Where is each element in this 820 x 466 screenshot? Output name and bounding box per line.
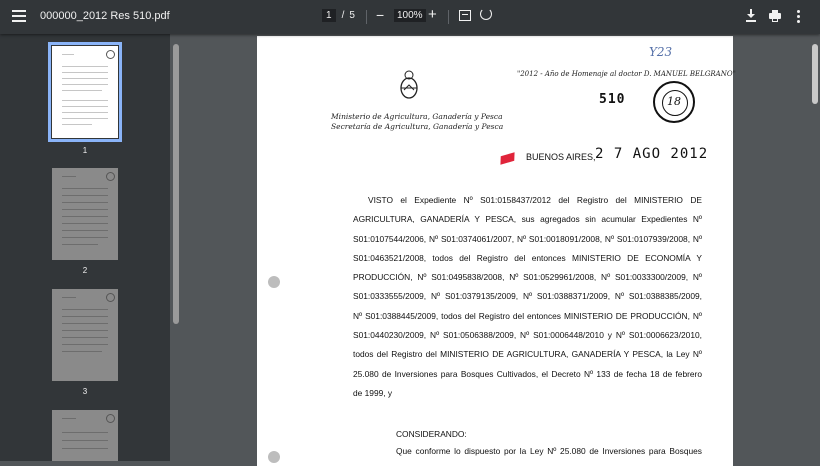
- page-indicator: [322, 9, 355, 22]
- punch-hole: [268, 276, 280, 288]
- text-line: de 1999, y: [353, 387, 393, 398]
- date-city: BUENOS AIRES,: [526, 152, 596, 162]
- ministry-line: Ministerio de Agricultura, Ganadería y Pesca: [331, 112, 503, 121]
- text-line: VISTO el Expediente Nº S01:0158437/2012 del Registro del MINISTERIO DE: [368, 195, 702, 205]
- handwritten-mark: Y23: [649, 45, 673, 59]
- page-thumbnail-1[interactable]: [52, 46, 118, 138]
- stamp-number: 18: [667, 95, 681, 108]
- text-line: S01:0107544/2006, Nº S01:0374061/2007, Nº S01:0018091/2008, Nº S01:0107939/2008, Nº: [353, 233, 702, 244]
- folio-stamp: [653, 81, 695, 123]
- sidebar-scrollbar[interactable]: [172, 34, 180, 461]
- text-line: todos del Registro del MINISTERIO DE AGRICULTURA, GANADERÍA Y PESCA, la Ley Nº: [353, 349, 702, 360]
- ministry-header: [331, 112, 503, 132]
- fit-to-page-icon[interactable]: [459, 10, 471, 21]
- document-title: 000000_2012 Res 510.pdf: [40, 10, 170, 22]
- text-line: S01:0440230/2009, Nº S01:0506388/2009, Nº S01:0006448/2010 y Nº S01:0006623/2010,: [353, 330, 702, 341]
- pdf-page-1: [257, 36, 736, 466]
- text-line: 25.080 de Inversiones para Bosques Cultivados, el Decreto Nº 133 de fecha 18 de febrero: [353, 368, 702, 379]
- coat-of-arms-icon: [398, 70, 420, 100]
- thumbnail-label: 3: [82, 387, 88, 396]
- print-icon[interactable]: [769, 10, 781, 22]
- download-icon[interactable]: [745, 9, 757, 23]
- red-mark: [500, 152, 514, 165]
- date-stamp: 2 7 AGO 2012: [595, 146, 709, 162]
- sidebar-scrollbar-thumb[interactable]: [173, 44, 179, 324]
- resolution-number: 510: [599, 92, 626, 107]
- visto-paragraph: [353, 191, 702, 403]
- considerando-heading: CONSIDERANDO:: [396, 429, 467, 439]
- year-motto: "2012 - Año de Homenaje al doctor D. MANUEL BELGRANO": [517, 70, 736, 78]
- text-line: Nº S01:0388445/2009, todos del Registro del entonces MINISTERIO DE PRODUCCIÓN, Nº: [353, 310, 702, 321]
- thumbnail-label: 1: [82, 146, 88, 155]
- rotate-icon[interactable]: [480, 8, 492, 20]
- thumbnail-label: 2: [82, 266, 88, 275]
- total-pages: 5: [349, 10, 355, 21]
- current-page-input[interactable]: 1: [322, 9, 336, 22]
- zoom-in-button[interactable]: +: [428, 6, 437, 23]
- text-line: S01:0463521/2008, todos del Registro del entonces MINISTERIO DE ECONOMÍA Y: [353, 252, 702, 263]
- menu-icon[interactable]: [12, 10, 26, 24]
- page-thumbnail-3[interactable]: [52, 289, 118, 381]
- page-separator: /: [341, 10, 345, 21]
- zoom-level-input[interactable]: 100%: [394, 9, 426, 22]
- text-line: PRODUCCIÓN, Nº S01:0495838/2008, Nº S01:0529961/2008, Nº S01:0033300/2009, Nº: [353, 272, 702, 283]
- document-scrollbar-thumb[interactable]: [812, 44, 818, 104]
- que-paragraph: Que conforme lo dispuesto por la Ley Nº 25.080 de Inversiones para Bosques: [396, 446, 702, 456]
- text-line: AGRICULTURA, GANADERÍA Y PESCA, sus agregados sin acumular Expedientes Nº: [353, 214, 702, 225]
- zoom-out-button[interactable]: −: [376, 7, 385, 23]
- toolbar-divider: [366, 10, 367, 24]
- pdf-toolbar: [0, 0, 820, 34]
- page-thumbnail-2[interactable]: [52, 168, 118, 260]
- toolbar-divider: [448, 10, 449, 24]
- punch-hole: [268, 451, 280, 463]
- thumbnail-sidebar: [0, 34, 170, 461]
- document-scrollbar[interactable]: [810, 34, 820, 461]
- text-line: S01:0333555/2009, Nº S01:0379135/2009, Nº S01:0388371/2009, Nº S01:0388385/2009,: [353, 291, 702, 302]
- secretariat-line: Secretaría de Agricultura, Ganadería y Pesca: [331, 122, 504, 131]
- more-options-icon[interactable]: [797, 10, 800, 24]
- page-thumbnail-4[interactable]: [52, 410, 118, 461]
